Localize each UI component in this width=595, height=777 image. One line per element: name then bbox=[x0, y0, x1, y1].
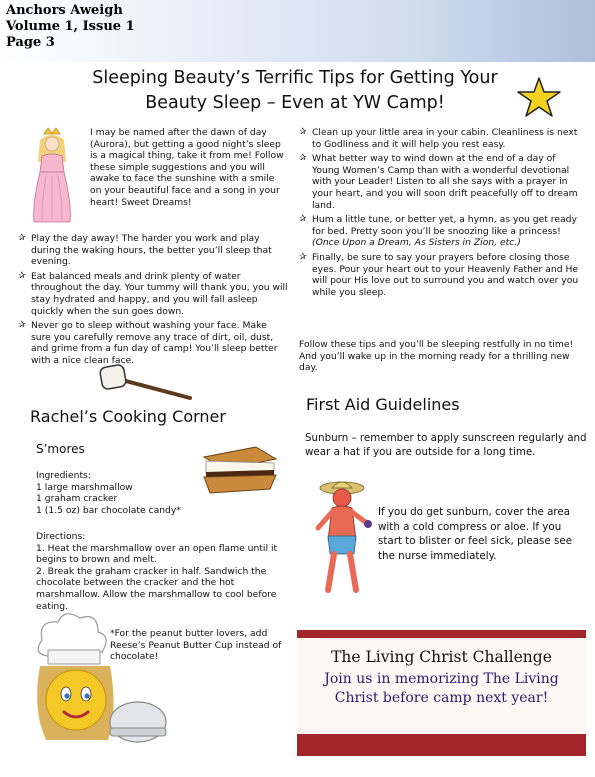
tip-text: Finally, be sure to say your prayers before closing those eyes. Pour your heart out to your Heavenly Father and He will pour His love out to surround you and watch over you while you sleep. bbox=[312, 251, 579, 298]
closing-paragraph: Follow these tips and you’ll be sleeping restfully in no time! And you’ll wake up in the morning ready for a thrilling new day. bbox=[299, 339, 574, 374]
list-item bbox=[299, 127, 585, 150]
star-bullet-icon: ✰ bbox=[299, 214, 307, 225]
list-item bbox=[299, 252, 585, 298]
page-number: Page 3 bbox=[6, 35, 55, 50]
page-title-line-1: Sleeping Beauty’s Terrific Tips for Getting Your bbox=[92, 68, 498, 88]
ingredient-item: 1 graham cracker bbox=[36, 493, 118, 505]
sunburn-tip: Sunburn – remember to apply sunscreen regularly and wear a hat if you are outside for a long time. bbox=[305, 432, 587, 458]
page-title-line-2: Beauty Sleep – Even at YW Camp! bbox=[145, 93, 445, 113]
tips-list-left bbox=[18, 233, 288, 370]
living-christ-banner bbox=[297, 630, 586, 756]
list-item bbox=[299, 153, 585, 211]
star-bullet-icon: ✰ bbox=[18, 270, 26, 281]
list-item bbox=[18, 320, 288, 366]
list-item bbox=[299, 214, 585, 249]
tip-text: Hum a little tune, or better yet, a hymn, as you get ready for bed. Pretty soon you’ll be snoozing like a princess! bbox=[312, 214, 577, 237]
ingredient-item: 1 large marshmallow bbox=[36, 481, 133, 493]
star-bullet-icon: ✰ bbox=[299, 127, 307, 137]
star-icon bbox=[516, 76, 562, 118]
tip-text: Never go to sleep without washing your face. Make sure you carefully remove any trace of dirt, oil, dust, and grime from a fun day of camp! You’ll sleep better with a nice clean face. bbox=[31, 320, 278, 366]
direction-step: 1. Heat the marshmallow over an open flame until it begins to brown and melt. bbox=[36, 542, 278, 566]
cooking-title: Rachel’s Cooking Corner bbox=[30, 407, 226, 426]
ingredients-label: Ingredients: bbox=[36, 470, 91, 481]
living-christ-title: The Living Christ Challenge bbox=[331, 648, 552, 666]
tip-text: Eat balanced meals and drink plenty of water throughout the day. Your tummy will thank you, you will stay hydrated and happy, and you will fall asleep quickly when the sun goes down. bbox=[31, 270, 288, 317]
star-bullet-icon: ✰ bbox=[299, 153, 307, 164]
directions-label: Directions: bbox=[36, 531, 86, 542]
ingredient-item: 1 (1.5 oz) bar chocolate candy* bbox=[36, 504, 181, 516]
first-aid-title: First Aid Guidelines bbox=[306, 395, 460, 414]
list-item bbox=[18, 233, 288, 268]
newsletter-name: Anchors Aweigh bbox=[6, 3, 123, 18]
star-bullet-icon: ✰ bbox=[299, 251, 307, 262]
directions-block bbox=[36, 531, 284, 612]
sunburned-man-icon bbox=[310, 478, 374, 598]
list-item bbox=[18, 271, 288, 317]
princess-icon bbox=[28, 126, 76, 224]
hymn-examples: (Once Upon a Dream, As Sisters in Zion, etc.) bbox=[312, 237, 521, 249]
star-bullet-icon: ✰ bbox=[18, 233, 26, 243]
roasting-stick-icon bbox=[96, 362, 194, 404]
tip-text: Play the day away! The harder you work and play during the waking hours, the better you’ll sleep that evening. bbox=[31, 233, 272, 268]
peanut-butter-note: *For the peanut butter lovers, add Reese’s Peanut Butter Cup instead of chocolate! bbox=[110, 628, 282, 663]
living-christ-line-2: Christ before camp next year! bbox=[334, 690, 549, 706]
direction-step: 2. Break the graham cracker in half. Sandwich the chocolate between the cracker and the hot marshmallow. Allow the marshmallow to cool before eating. bbox=[36, 565, 277, 612]
tip-text: Clean up your little area in your cabin. Cleanliness is next to Godliness and it will help you rest easy. bbox=[312, 127, 578, 150]
ingredients-block bbox=[36, 470, 236, 516]
page-title bbox=[60, 66, 530, 116]
star-bullet-icon: ✰ bbox=[18, 320, 26, 331]
sunburn-treatment: If you do get sunburn, cover the area with a cold compress or aloe. If you start to blister or feel sick, please see the nurse immediately. bbox=[378, 506, 573, 562]
living-christ-line-1: Join us in memorizing The Living bbox=[324, 671, 559, 687]
tip-text: What better way to wind down at the end of a day of Young Women’s Camp than with a wonderful devotional with your Leader! Listen to all she says with a prayer in your heart, and you will soon drift peacefully off to dream land. bbox=[312, 153, 578, 211]
recipe-title: S’mores bbox=[36, 442, 85, 456]
intro-paragraph: I may be named after the dawn of day (Aurora), but getting a good night’s sleep is a magical thing, take it from me! Follow these simple suggestions and you will awake to face the sunshine with a smile on your beautiful face and a song in your heart! Sweet Dreams! bbox=[90, 127, 284, 208]
tips-list-right bbox=[299, 127, 585, 301]
issue-volume: Volume 1, Issue 1 bbox=[6, 19, 135, 34]
